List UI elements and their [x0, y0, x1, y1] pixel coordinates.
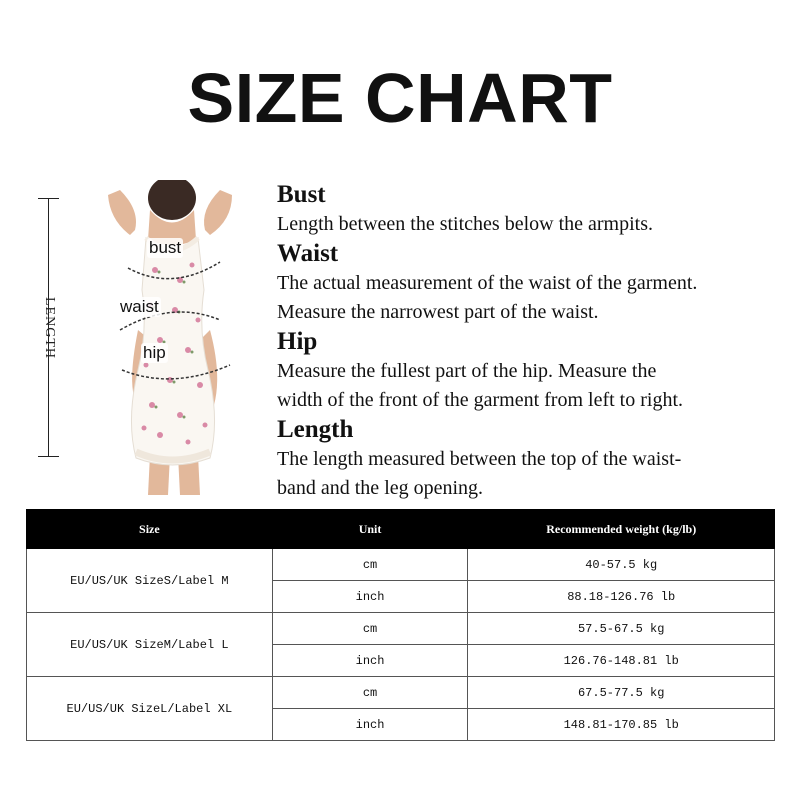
weight-cell: 57.5-67.5 kg [468, 613, 775, 645]
waist-tag: waist [120, 297, 159, 316]
length-heading: Length [277, 416, 354, 443]
weight-cell: 148.81-170.85 lb [468, 709, 775, 741]
unit-cell: inch [272, 709, 468, 741]
unit-cell: inch [272, 645, 468, 677]
hip-line-1: Measure the fullest part of the hip. Measure the [277, 360, 657, 382]
weight-cell: 40-57.5 kg [468, 549, 775, 581]
unit-cell: cm [272, 613, 468, 645]
bust-heading: Bust [277, 181, 326, 208]
waist-line-1: The actual measurement of the waist of the garment. [277, 272, 698, 294]
length-indicator-cap-top [38, 198, 59, 199]
model-illustration [80, 180, 260, 500]
page-title: SIZE CHART [187, 59, 613, 137]
table-row [27, 677, 775, 709]
size-cell: EU/US/UK SizeM/Label L [27, 613, 273, 677]
hip-line-2: width of the front of the garment from left to right. [277, 389, 684, 411]
length-label: LENGTH [42, 297, 57, 359]
weight-cell: 67.5-77.5 kg [468, 677, 775, 709]
size-cell: EU/US/UK SizeL/Label XL [27, 677, 273, 741]
table-header-row [27, 510, 775, 549]
weight-cell: 88.18-126.76 lb [468, 581, 775, 613]
hip-tag: hip [143, 343, 166, 362]
size-table [26, 509, 775, 741]
measurement-descriptions [277, 180, 787, 503]
table-row [27, 549, 775, 581]
weight-cell: 126.76-148.81 lb [468, 645, 775, 677]
unit-cell: inch [272, 581, 468, 613]
length-line-2: band and the leg opening. [277, 477, 484, 499]
model-figure [20, 180, 270, 500]
header-weight: Recommended weight (kg/lb) [468, 510, 775, 549]
table-row [27, 613, 775, 645]
bust-line-1: Length between the stitches below the armpits. [277, 213, 654, 235]
size-cell: EU/US/UK SizeS/Label M [27, 549, 273, 613]
length-line-1: The length measured between the top of the waist- [277, 448, 682, 470]
hip-heading: Hip [277, 328, 318, 355]
header-size: Size [27, 510, 273, 549]
bust-tag: bust [149, 238, 182, 257]
waist-line-2: Measure the narrowest part of the waist. [277, 301, 599, 323]
unit-cell: cm [272, 549, 468, 581]
unit-cell: cm [272, 677, 468, 709]
waist-heading: Waist [277, 240, 339, 267]
header-unit: Unit [272, 510, 468, 549]
length-indicator-cap-bottom [38, 456, 59, 457]
